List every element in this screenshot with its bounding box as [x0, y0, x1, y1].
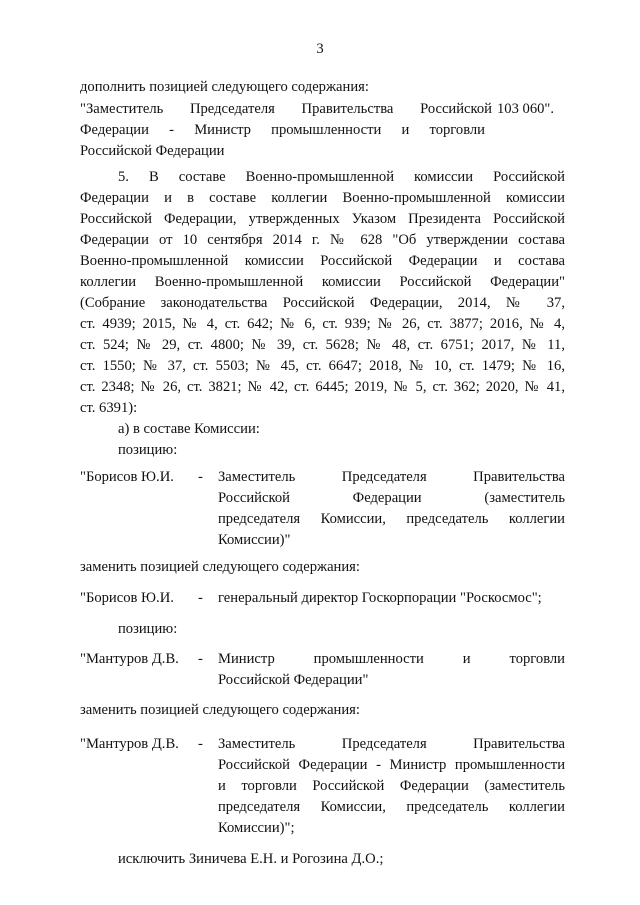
entry-name: "Мантуров Д.В.: [80, 651, 179, 667]
entry-desc-line: Заместитель Председателя Правительства: [218, 469, 565, 485]
position-1-amount: 103 060".: [497, 101, 555, 117]
entry-desc-line: Российской Федерации (заместитель: [218, 490, 565, 506]
entry-desc-line: генеральный директор Госкорпорации "Роскосмос";: [218, 590, 542, 606]
replace-line-1: заменить позицией следующего содержания:: [80, 559, 360, 575]
position-label-2: позицию:: [118, 621, 178, 637]
entry-desc-line: и торговли Российской Федерации (заместитель: [218, 778, 565, 794]
position-label-1: позицию:: [118, 442, 178, 458]
entry-dash: -: [198, 469, 203, 485]
entry-desc-line: Комиссии)";: [218, 820, 295, 836]
paragraph-5-line: ст. 2348; № 26, ст. 3821; № 42, ст. 6445; 2019, № 5, ст. 362; 2020, № 41,: [80, 379, 565, 395]
intro-line: дополнить позицией следующего содержания:: [80, 79, 369, 95]
entry-dash: -: [198, 651, 203, 667]
paragraph-5-line: ст. 524; № 29, ст. 4800; № 39, ст. 5628; № 48, ст. 6751; 2017, № 11,: [80, 337, 565, 353]
entry-desc-line: Российской Федерации - Министр промышленности: [218, 757, 565, 773]
entry-name: "Борисов Ю.И.: [80, 590, 174, 606]
paragraph-5-line: ст. 1550; № 37, ст. 5503; № 45, ст. 6647; 2018, № 10, ст. 1479; № 16,: [80, 358, 565, 374]
position-1-line-3: Российской Федерации: [80, 143, 225, 159]
paragraph-5-line: ст. 4939; 2015, № 4, ст. 642; № 6, ст. 939; № 26, ст. 3877; 2016, № 4,: [80, 316, 565, 332]
paragraph-5-line: (Собрание законодательства Российской Федерации, 2014, № 37,: [80, 295, 565, 311]
entry-name: "Мантуров Д.В.: [80, 736, 179, 752]
entry-desc-line: Заместитель Председателя Правительства: [218, 736, 565, 752]
position-1-line-2: Федерации - Министр промышленности и торговли: [80, 122, 485, 138]
entry-name: "Борисов Ю.И.: [80, 469, 174, 485]
paragraph-5-line: Военно-промышленной комиссии Российской Федерации и состава: [80, 253, 565, 269]
entry-desc-line: Российской Федерации": [218, 672, 369, 688]
page-number: 3: [316, 41, 324, 57]
entry-desc-line: председателя Комиссии, председатель коллегии: [218, 511, 565, 527]
replace-line-2: заменить позицией следующего содержания:: [80, 702, 360, 718]
paragraph-5-line: Федерации и в составе коллегии Военно-промышленной комиссии: [80, 190, 565, 206]
paragraph-5-line: коллегии Военно-промышленной комиссии Российской Федерации": [80, 274, 565, 290]
entry-desc-line: Министр промышленности и торговли: [218, 651, 565, 667]
entry-desc-line: председателя Комиссии, председатель коллегии: [218, 799, 565, 815]
position-1-line-1: "Заместитель Председателя Правительства Российской: [80, 101, 492, 117]
paragraph-5-line: 5. В составе Военно-промышленной комиссии Российской: [118, 169, 565, 185]
entry-dash: -: [198, 590, 203, 606]
entry-dash: -: [198, 736, 203, 752]
paragraph-5-line: Федерации от 10 сентября 2014 г. № 628 "Об утверждении состава: [80, 232, 565, 248]
paragraph-5-line: Российской Федерации, утвержденных Указом Президента Российской: [80, 211, 565, 227]
subitem-a: а) в составе Комиссии:: [118, 421, 260, 437]
entry-desc-line: Комиссии)": [218, 532, 291, 548]
exclude-line: исключить Зиничева Е.Н. и Рогозина Д.О.;: [118, 851, 384, 867]
paragraph-5-line: ст. 6391):: [80, 400, 138, 416]
